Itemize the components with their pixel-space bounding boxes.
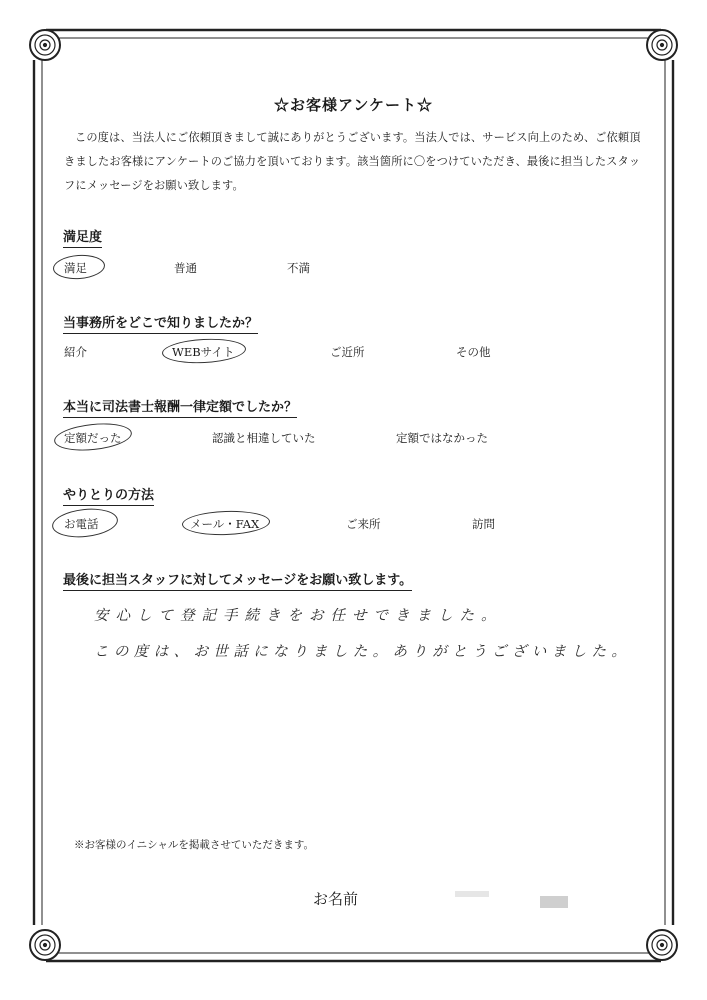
handwritten-message-line-1: 安心して登記手続きをお任せできました。	[94, 608, 503, 624]
corner-ornament-top-left	[30, 30, 60, 60]
option-dissatisfied[interactable]: 不満	[287, 261, 310, 275]
option-visit-office[interactable]: ご来所	[346, 517, 381, 531]
option-neighborhood[interactable]: ご近所	[330, 345, 365, 359]
option-website[interactable]: WEBサイト	[172, 345, 235, 359]
option-other[interactable]: その他	[456, 345, 491, 359]
option-referral[interactable]: 紹介	[64, 345, 87, 359]
option-fixed-fee-different[interactable]: 認識と相違していた	[212, 431, 316, 445]
section-title-satisfaction: 満足度	[63, 226, 102, 248]
corner-ornament-bottom-right	[647, 930, 677, 960]
option-satisfied[interactable]: 満足	[64, 261, 87, 275]
redaction-mark-1	[455, 891, 489, 897]
survey-title: ☆お客様アンケート☆	[273, 96, 434, 114]
initials-note: ※お客様のイニシャルを掲載させていただきます。	[74, 839, 315, 851]
section-title-fixed-fee: 本当に司法書士報酬一律定額でしたか？	[63, 396, 297, 418]
option-neutral[interactable]: 普通	[174, 261, 197, 275]
redaction-mark-2	[540, 896, 568, 908]
corner-ornament-bottom-left	[30, 930, 60, 960]
handwritten-message-line-2: この度は、お世話になりました。ありがとうございました。	[94, 644, 632, 660]
option-mail-fax[interactable]: メール・FAX	[190, 517, 260, 531]
name-label: お名前	[313, 890, 359, 908]
intro-text: この度は、当法人にご依頼頂きまして誠にありがとうございます。当法人では、サービス向上のため、ご依頼頂きましたお客様にアンケートのご協力を頂いております。該当箇所に〇をつけていただき、最後に担当したスタッフにメッセージをお願い致します。	[64, 131, 641, 192]
section-title-contact: やりとりの方法	[63, 484, 154, 506]
option-fixed-fee-yes[interactable]: 定額だった	[64, 431, 122, 445]
option-home-visit[interactable]: 訪問	[472, 517, 495, 531]
section-title-source: 当事務所をどこで知りましたか？	[63, 312, 258, 334]
option-fixed-fee-no[interactable]: 定額ではなかった	[396, 431, 488, 445]
corner-ornament-top-right	[647, 30, 677, 60]
section-title-message: 最後に担当スタッフに対してメッセージをお願い致します。	[63, 569, 412, 591]
option-phone[interactable]: お電話	[64, 517, 99, 531]
